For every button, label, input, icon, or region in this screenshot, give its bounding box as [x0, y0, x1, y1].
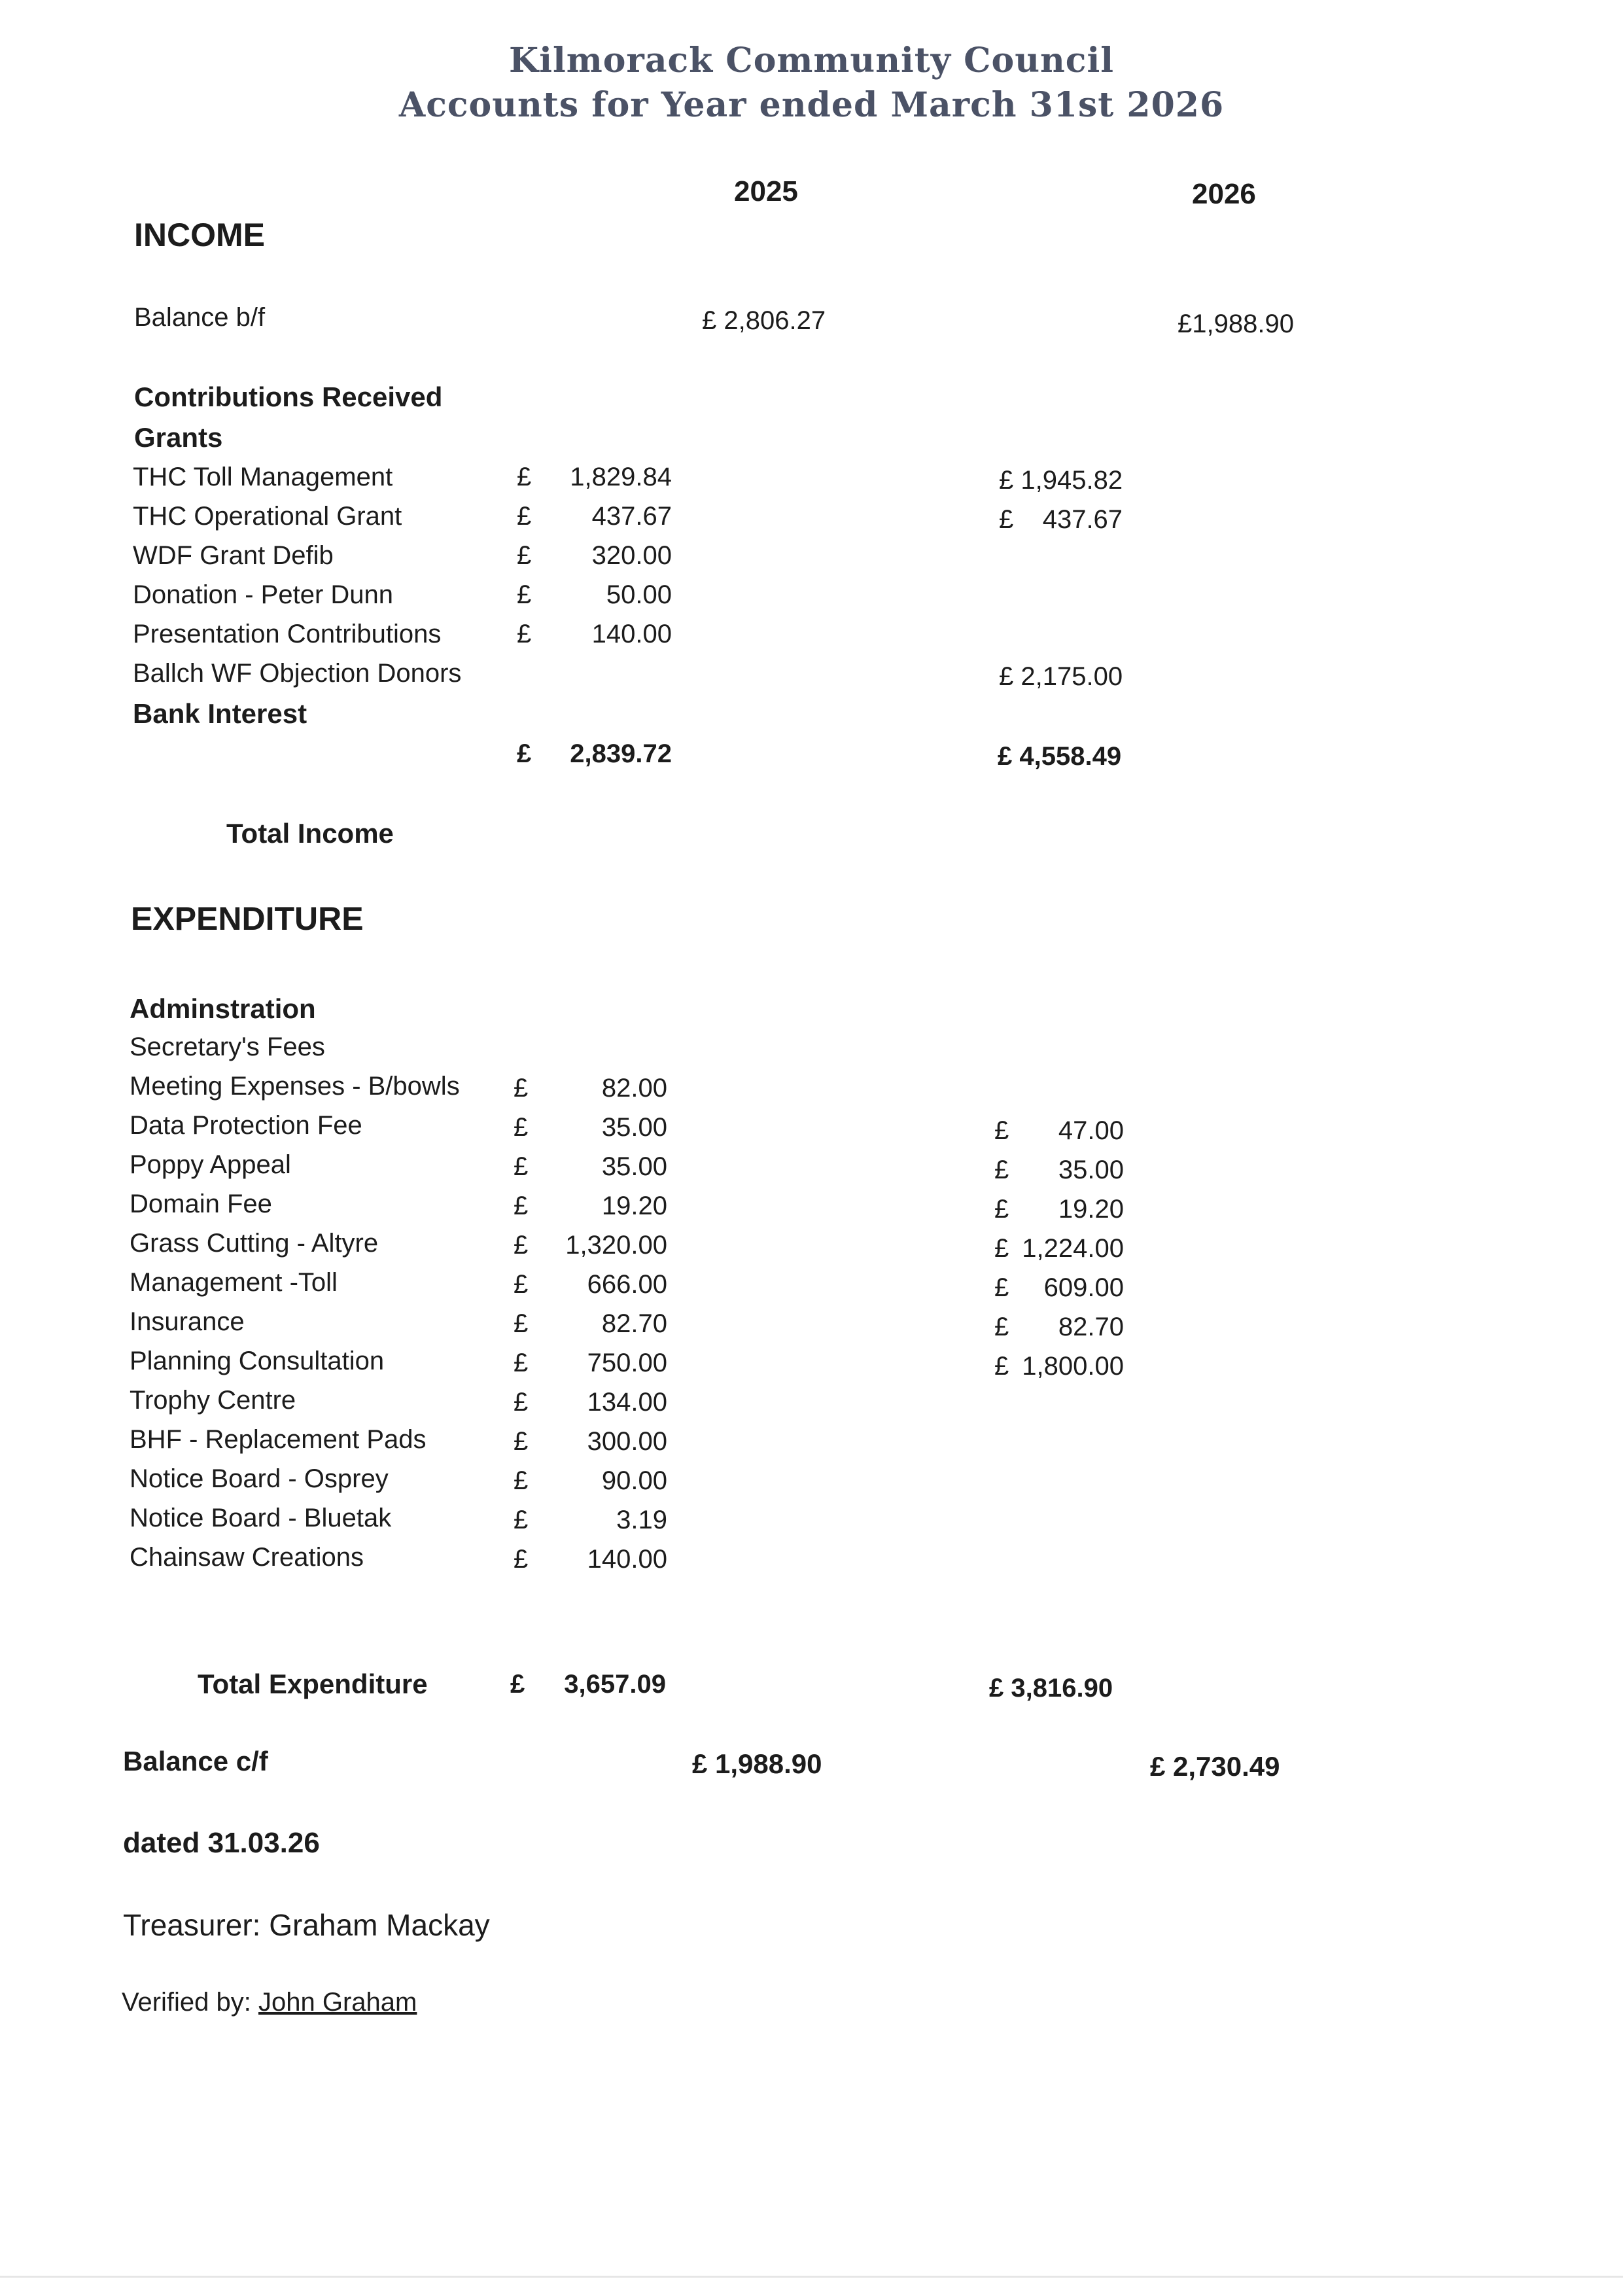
income-item-currency-2025: £ [517, 463, 532, 491]
page-edge-line [0, 2276, 1623, 2278]
contributions-heading: Contributions Received [134, 381, 443, 412]
expenditure-item-label: Trophy Centre [130, 1386, 296, 1415]
verified-prefix: Verified by: [122, 1988, 259, 2017]
income-item-amount-2026: £ 437.67 [999, 505, 1123, 534]
expenditure-item-amount-2026: 1,224.00 [1022, 1234, 1124, 1263]
balance-cf-2026: £ 2,730.49 [1150, 1751, 1280, 1782]
expenditure-item-amount-2026: 19.20 [1058, 1195, 1124, 1224]
expenditure-item-amount-2026: 35.00 [1058, 1156, 1124, 1184]
income-item-amount-2025: 437.67 [591, 502, 672, 531]
income-item-amount-2025: 50.00 [606, 580, 672, 609]
expenditure-item-amount-2026: 1,800.00 [1022, 1352, 1124, 1381]
expenditure-item-currency-2026: £ [994, 1273, 1009, 1302]
expenditure-item-label: Grass Cutting - Altyre [130, 1229, 379, 1258]
verified-line [122, 1988, 417, 2017]
income-item-currency-2025: £ [517, 620, 532, 648]
income-item-label: THC Toll Management [133, 463, 393, 491]
expenditure-item-label: Planning Consultation [130, 1347, 385, 1375]
total-income-label: Total Income [226, 818, 394, 849]
income-item-amount-2026: £ 1,945.82 [999, 466, 1123, 495]
expenditure-item-amount-2025: 35.00 [601, 1113, 667, 1142]
income-item-amount-2026: £ 2,175.00 [999, 662, 1123, 691]
balance-cf-label: Balance c/f [123, 1746, 268, 1776]
expenditure-item-amount-2025: 666.00 [587, 1270, 667, 1299]
expenditure-item-currency-2026: £ [994, 1156, 1009, 1184]
balance-bf-label: Balance b/f [134, 303, 266, 332]
balance-bf-2026: £1,988.90 [1178, 309, 1294, 338]
expenditure-item-amount-2025: 134.00 [587, 1388, 667, 1417]
income-item-label: Presentation Contributions [133, 620, 442, 648]
expenditure-item-currency-2026: £ [994, 1352, 1009, 1381]
expenditure-item-label: Data Protection Fee [130, 1111, 362, 1140]
expenditure-item-currency-2025: £ [514, 1466, 529, 1495]
expenditure-heading: EXPENDITURE [131, 900, 364, 937]
balance-bf-2025: £ 2,806.27 [702, 306, 826, 335]
expenditure-item-currency-2025: £ [514, 1113, 529, 1142]
dated-line: dated 31.03.26 [123, 1827, 320, 1859]
income-item-currency-2025: £ [517, 502, 532, 531]
expenditure-item-currency-2025: £ [514, 1506, 529, 1534]
verified-name: John Graham [258, 1988, 417, 2017]
expenditure-item-amount-2025: 1,320.00 [565, 1231, 667, 1260]
income-item-label: Ballch WF Objection Donors [133, 659, 462, 688]
income-item-label: WDF Grant Defib [133, 541, 334, 570]
income-subtotal-2025: 2,839.72 [570, 739, 672, 768]
expenditure-item-currency-2025: £ [514, 1545, 529, 1574]
expenditure-item-currency-2025: £ [514, 1309, 529, 1338]
expenditure-item-amount-2025: 82.70 [601, 1309, 667, 1338]
expenditure-item-label: Secretary's Fees [130, 1033, 325, 1061]
income-item-currency-2025: £ [517, 541, 532, 570]
expenditure-item-currency-2025: £ [514, 1192, 529, 1220]
document-subtitle: Accounts for Year ended March 31st 2026 [398, 85, 1225, 125]
treasurer-line: Treasurer: Graham Mackay [123, 1908, 490, 1942]
expenditure-item-label: Meeting Expenses - B/bowls [130, 1072, 460, 1101]
expenditure-item-currency-2025: £ [514, 1349, 529, 1377]
expenditure-item-amount-2026: 82.70 [1058, 1313, 1124, 1341]
expenditure-item-label: Domain Fee [130, 1190, 272, 1218]
total-expenditure-2026: £ 3,816.90 [989, 1674, 1113, 1703]
expenditure-item-amount-2025: 82.00 [601, 1074, 667, 1103]
expenditure-item-amount-2025: 35.00 [601, 1152, 667, 1181]
income-item-amount-2025: 1,829.84 [570, 463, 672, 491]
expenditure-item-amount-2025: 300.00 [587, 1427, 667, 1456]
income-subtotal-2026: £ 4,558.49 [998, 742, 1122, 771]
grants-heading: Grants [134, 422, 223, 453]
expenditure-item-currency-2025: £ [514, 1152, 529, 1181]
income-item-label: THC Operational Grant [133, 502, 402, 531]
expenditure-item-currency-2025: £ [514, 1427, 529, 1456]
total-expenditure-label: Total Expenditure [198, 1669, 428, 1699]
balance-cf-2025: £ 1,988.90 [692, 1748, 822, 1779]
expenditure-item-label: Insurance [130, 1307, 245, 1336]
expenditure-item-label: Notice Board - Osprey [130, 1464, 389, 1493]
total-expenditure-2025: 3,657.09 [564, 1670, 666, 1699]
expenditure-item-currency-2026: £ [994, 1313, 1009, 1341]
expenditure-item-currency-2026: £ [994, 1195, 1009, 1224]
expenditure-item-currency-2025: £ [514, 1270, 529, 1299]
total-expenditure-currency-2025: £ [510, 1670, 525, 1699]
income-item-amount-2025: 320.00 [591, 541, 672, 570]
administration-heading: Adminstration [130, 993, 316, 1024]
expenditure-item-label: Notice Board - Bluetak [130, 1504, 392, 1532]
expenditure-item-label: BHF - Replacement Pads [130, 1425, 427, 1454]
expenditure-item-amount-2025: 750.00 [587, 1349, 667, 1377]
expenditure-item-currency-2026: £ [994, 1116, 1009, 1145]
expenditure-item-currency-2025: £ [514, 1231, 529, 1260]
column-header-2026: 2026 [1192, 178, 1256, 210]
income-item-label: Donation - Peter Dunn [133, 580, 394, 609]
expenditure-item-currency-2026: £ [994, 1234, 1009, 1263]
income-heading: INCOME [134, 217, 265, 253]
column-header-2025: 2025 [734, 175, 798, 207]
document-title: Kilmorack Community Council [509, 41, 1114, 80]
expenditure-item-amount-2025: 19.20 [601, 1192, 667, 1220]
expenditure-item-amount-2026: 609.00 [1043, 1273, 1124, 1302]
expenditure-item-label: Management -Toll [130, 1268, 338, 1297]
income-item-amount-2025: 140.00 [591, 620, 672, 648]
expenditure-item-amount-2025: 140.00 [587, 1545, 667, 1574]
expenditure-item-label: Poppy Appeal [130, 1150, 291, 1179]
expenditure-item-amount-2025: 3.19 [616, 1506, 667, 1534]
expenditure-item-amount-2026: 47.00 [1058, 1116, 1124, 1145]
expenditure-item-amount-2025: 90.00 [601, 1466, 667, 1495]
bank-interest-heading: Bank Interest [133, 698, 307, 729]
income-subtotal-currency-2025: £ [517, 739, 532, 768]
expenditure-item-label: Chainsaw Creations [130, 1543, 364, 1572]
expenditure-item-currency-2025: £ [514, 1074, 529, 1103]
income-item-currency-2025: £ [517, 580, 532, 609]
expenditure-item-currency-2025: £ [514, 1388, 529, 1417]
